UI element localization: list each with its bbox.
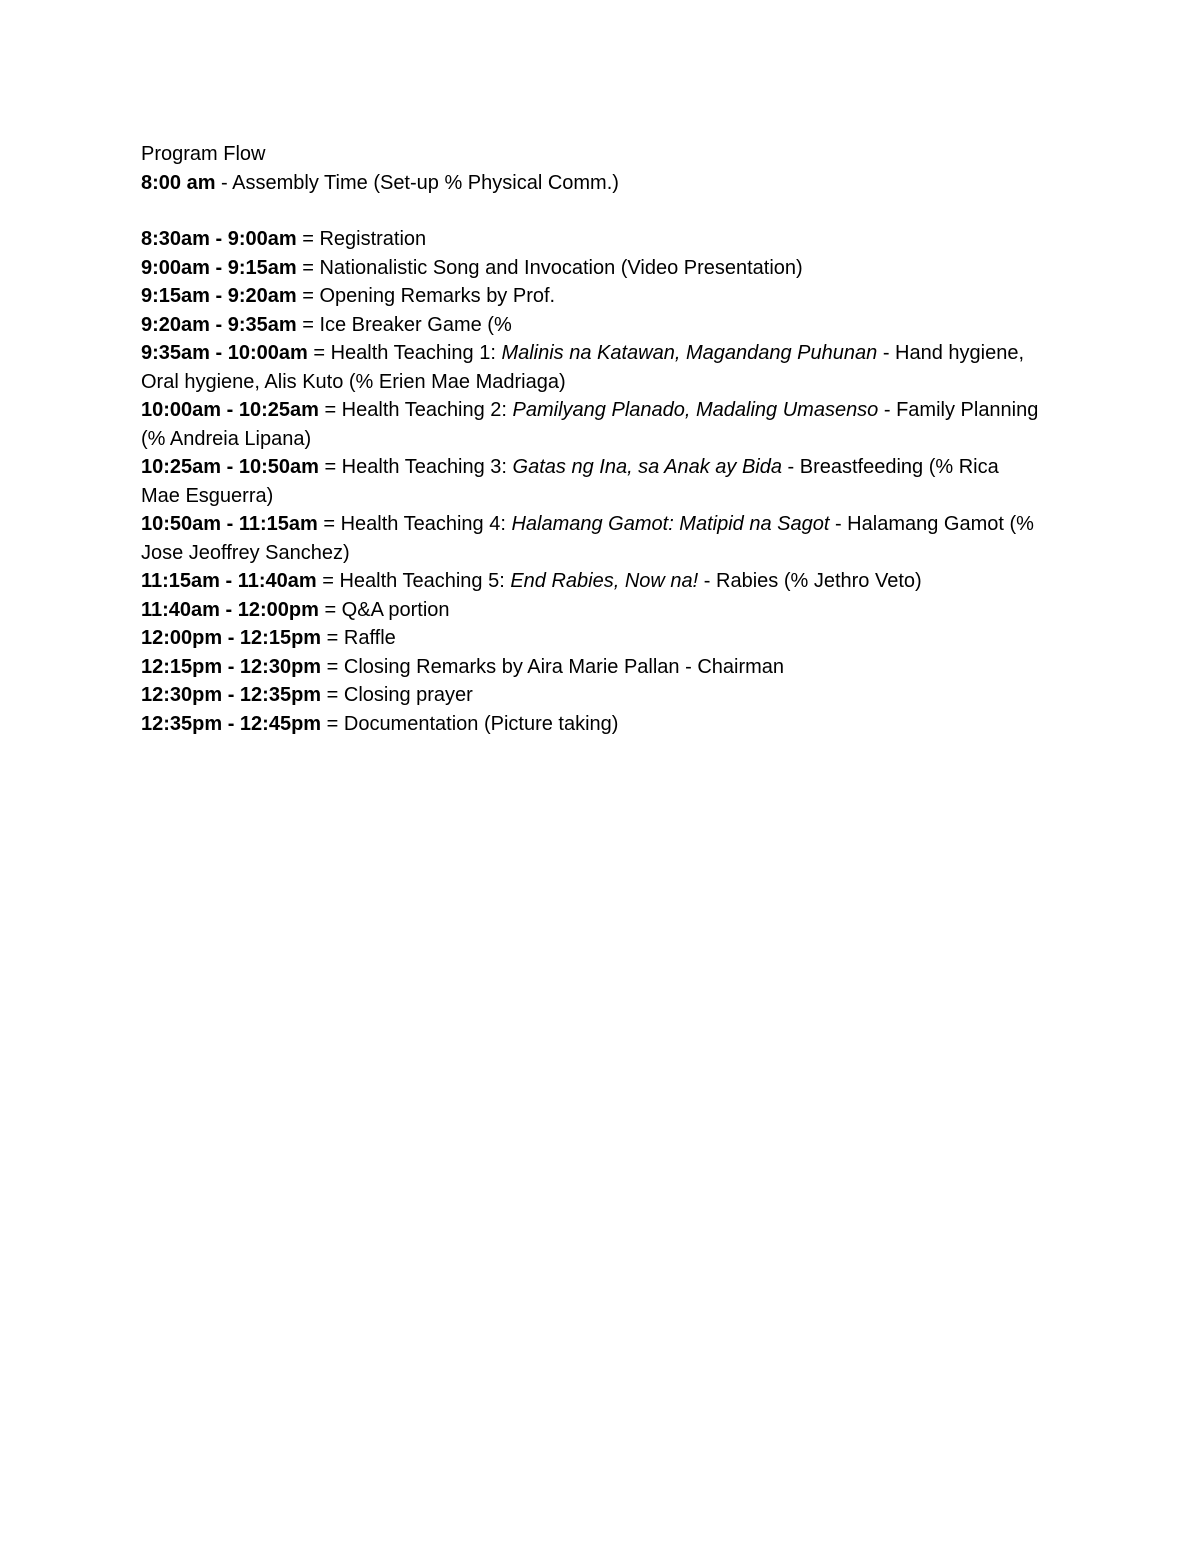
assembly-time: 8:00 am	[141, 171, 216, 194]
entry-time: 10:50am - 11:15am	[141, 513, 318, 535]
entry-topic-title: Halamang Gamot: Matipid na Sagot	[511, 513, 830, 535]
entry-time: 12:15pm - 12:30pm	[141, 655, 322, 678]
entry-details: - Breastfeeding (% Rica Mae Esguerra)	[141, 456, 999, 507]
entry-description: = Registration	[296, 228, 427, 250]
schedule-entry	[141, 596, 1041, 625]
entry-topic-title: Gatas ng Ina, sa Anak ay Bida	[512, 456, 782, 478]
entry-description: = Health Teaching 5:	[316, 570, 511, 592]
schedule-entry	[141, 567, 1041, 596]
entry-details: - Hand hygiene, Oral hygiene, Alis Kuto (% Erien Mae Madriaga)	[141, 342, 1025, 393]
entry-description: = Closing prayer	[321, 684, 473, 706]
entry-description: = Opening Remarks by Prof.	[296, 285, 556, 307]
entry-description: = Health Teaching 3:	[318, 456, 513, 478]
entry-description: = Nationalistic Song and Invocation (Video Presentation)	[296, 256, 803, 279]
assembly-line	[141, 169, 1041, 198]
entry-time: 9:15am - 9:20am	[141, 285, 297, 307]
entry-details: - Halamang Gamot (% Jose Jeoffrey Sanchez)	[141, 513, 1034, 564]
entry-time: 12:00pm - 12:15pm	[141, 627, 322, 649]
entry-topic-title: End Rabies, Now na!	[510, 570, 699, 592]
schedule-entry	[141, 710, 1041, 739]
schedule-entry	[141, 225, 1041, 254]
entry-time: 8:30am - 9:00am	[141, 228, 297, 250]
entry-time: 12:35pm - 12:45pm	[141, 712, 322, 735]
schedule-entry	[141, 510, 1041, 567]
entry-time: 11:40am - 12:00pm	[141, 598, 319, 621]
entry-description: = Raffle	[321, 627, 396, 649]
entry-topic-title: Malinis na Katawan, Magandang Puhunan	[501, 342, 878, 364]
doc-title: Program Flow	[141, 143, 266, 165]
entry-description: = Documentation (Picture taking)	[321, 712, 619, 735]
entry-time: 9:35am - 10:00am	[141, 342, 308, 364]
schedule-entry	[141, 254, 1041, 283]
schedule-entry	[141, 681, 1041, 710]
entry-details: - Rabies (% Jethro Veto)	[698, 570, 922, 592]
entry-time: 12:30pm - 12:35pm	[141, 684, 322, 706]
entry-description: = Health Teaching 1:	[307, 342, 502, 364]
assembly-text: - Assembly Time (Set-up % Physical Comm.)	[215, 171, 619, 194]
entry-description: = Health Teaching 4:	[317, 513, 512, 535]
program-flow	[141, 140, 1041, 738]
entry-time: 9:20am - 9:35am	[141, 313, 297, 336]
entry-time: 10:00am - 10:25am	[141, 399, 319, 421]
schedule-entry	[141, 653, 1041, 682]
entry-topic-title: Pamilyang Planado, Madaling Umasenso	[512, 399, 879, 421]
entry-description: = Health Teaching 2:	[318, 399, 513, 421]
entry-description: = Ice Breaker Game (%	[296, 313, 512, 336]
entry-description: = Closing Remarks by Aira Marie Pallan - Chairman	[321, 655, 785, 678]
schedule-list	[141, 225, 1041, 738]
schedule-entry	[141, 339, 1041, 396]
entry-description: = Q&A portion	[318, 598, 450, 621]
entry-details: - Family Planning (% Andreia Lipana)	[141, 399, 1039, 450]
entry-time: 10:25am - 10:50am	[141, 456, 319, 478]
entry-time: 9:00am - 9:15am	[141, 256, 297, 279]
entry-time: 11:15am - 11:40am	[141, 570, 317, 592]
blank-line	[141, 197, 1041, 225]
schedule-entry	[141, 311, 1041, 340]
schedule-entry	[141, 453, 1041, 510]
schedule-entry	[141, 396, 1041, 453]
schedule-entry	[141, 624, 1041, 653]
schedule-entry	[141, 282, 1041, 311]
